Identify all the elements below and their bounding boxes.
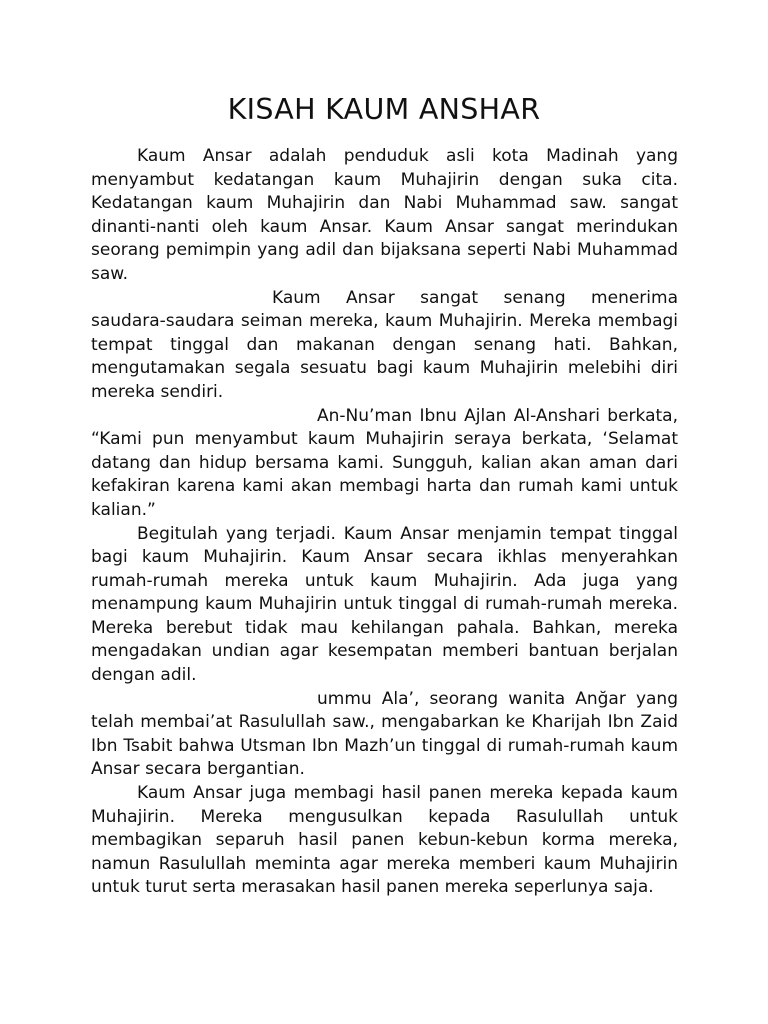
document-body — [91, 145, 678, 900]
paragraph-5: ummu Ala’, seorang wanita Anğar yang telah membai’at Rasulullah saw., mengabarkan ke Kharijah Ibn Zaid Ibn Tsabit bahwa Utsman Ibn Mazh’un tinggal di rumah-rumah kaum Ansar secara bergantian. — [91, 688, 678, 780]
paragraph-6: Kaum Ansar juga membagi hasil panen mereka kepada kaum Muhajirin. Mereka mengusulkan kepada Rasulullah untuk membagikan separuh hasil panen kebun-kebun korma mereka, namun Rasulullah meminta agar mereka memberi kaum Muhajirin untuk turut serta merasakan hasil panen mereka seperlunya saja. — [91, 783, 678, 898]
paragraph-2: Kaum Ansar sangat senang menerima saudara-saudara seiman mereka, kaum Muhajirin. Mereka membagi tempat tinggal dan makanan dengan senang hati. Bahkan, mengutamakan segala sesuatu bagi kaum Muhajirin melebihi diri mereka sendiri. — [91, 287, 678, 402]
paragraph-3: An-Nu’man Ibnu Ajlan Al-Anshari berkata, “Kami pun menyambut kaum Muhajirin seraya berkata, ‘Selamat datang dan hidup bersama kami. Sungguh, kalian akan aman dari kefakiran karena kami akan membagi harta dan rumah kami untuk kalian.” — [91, 405, 678, 520]
paragraph-1: Kaum Ansar adalah penduduk asli kota Madinah yang menyambut kedatangan kaum Muhajirin dengan suka cita. Kedatangan kaum Muhajirin dan Nabi Muhammad saw. sangat dinanti-nanti oleh kaum Ansar. Kaum Ansar sangat merindukan seorang pemimpin yang adil dan bijaksana seperti Nabi Muhammad saw. — [91, 146, 678, 284]
document-title: KISAH KAUM ANSHAR — [227, 93, 541, 126]
paragraph-4: Begitulah yang terjadi. Kaum Ansar menjamin tempat tinggal bagi kaum Muhajirin. Kaum Ansar secara ikhlas menyerahkan rumah-rumah mereka untuk kaum Muhajirin. Ada juga yang menampung kaum Muhajirin untuk tinggal di rumah-rumah mereka. Mereka berebut tidak mau kehilangan pahala. Bahkan, mereka mengadakan undian agar kesempatan memberi bantuan berjalan dengan adil. — [91, 523, 678, 686]
